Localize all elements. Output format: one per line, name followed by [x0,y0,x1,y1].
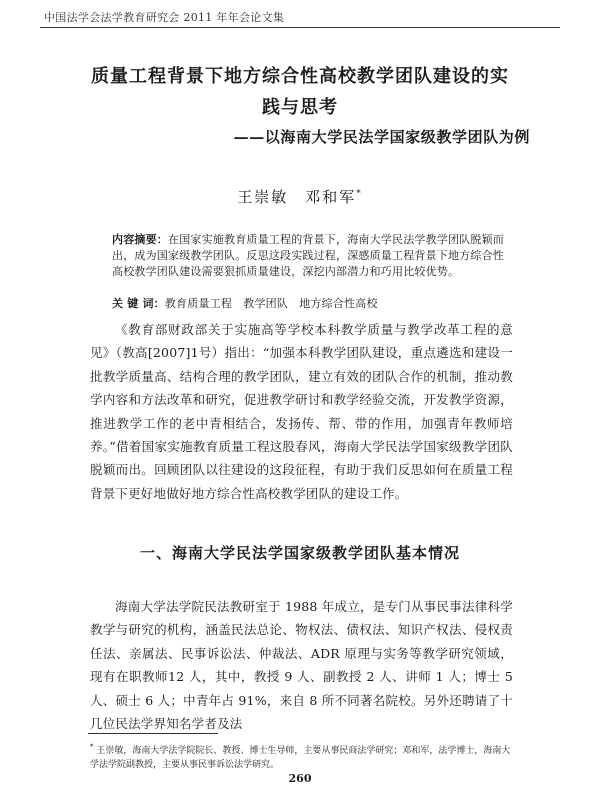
section-heading: 一、海南大学民法学国家级教学团队基本情况 [139,544,460,562]
keywords [112,296,512,312]
header-rule [40,27,560,28]
footnote-mark: * [90,743,94,751]
author-footnote-mark: * [356,189,363,199]
page-number: 260 [288,772,312,785]
authors [0,186,600,207]
title-line-2: 践与思考 [262,97,338,118]
footnote-rule [88,733,218,734]
paragraph-1: 《教育部财政部关于实施高等学校本科教学质量与教学改革工程的意见》（教高[2007]1号）指出：“加强本科教学团队建设，重点遴选和建设一批教学质量高、结构合理的教学团队，建立有效的团队合作的机制，推动教学内容和方法改革和研究，促进教学研讨和教学经验交流，开发教学资源，推进教学工作的老中青相结合，发扬传、帮、带的作用，加强青年教师培养。”借着国家实施教育质量工程这股春风，海南大学民法学国家级教学团队脱颖而出。回顾团队以往建设的这段征程，有助于我们反思如何在质量工程背景下更好地做好地方综合性高校教学团队的建设工作。 [90,322,513,501]
abstract-label: 内容摘要： [112,233,168,246]
keywords-label: 关 键 词： [112,297,165,310]
abstract-text: 在国家实施教育质量工程的背景下，海南大学民法学教学团队脱颖而出，成为国家级教学团队。反思这段实践过程，深感质量工程背景下地方综合性高校教学团队建设需要狠抓质量建设，深挖内部潜力和巧用比较优势。 [112,233,504,278]
keywords-text: 教育质量工程 教学团队 地方综合性高校 [164,297,378,310]
running-head: 中国法学会法学教育研究会 2011 年年会论文集 [44,11,285,24]
subtitle: ——以海南大学民法学国家级教学团队为例 [233,128,530,146]
author-names: 王崇敏 邓和军 [237,188,357,206]
footnote [90,740,513,772]
footnote-text: 王崇敏，海南大学法学院院长、教授、博士生导师，主要从事民商法学研究；邓和军，法学博士，海南大学法学院副教授，主要从事民事诉讼法学研究。 [90,746,511,770]
title-line-1: 质量工程背景下地方综合性高校教学团队建设的实 [91,66,509,87]
abstract [112,232,512,280]
paragraph-2: 海南大学法学院民法教研室于 1988 年成立，是专门从事民事法律科学教学与研究的机构，涵盖民法总论、物权法、债权法、知识产权法、侵权责任法、亲属法、民事诉讼法、仲裁法、ADR 原理与实务等教学研究领域，现有在职教师12 人，其中，教授 9 人、副教授 2 人、讲师 1 人；博士 5 人、硕士 6 人；中青年占 91%，来自 8 所不同著名院校。另外还聘请了十几位民法学界知名学者及法 [90,599,513,732]
